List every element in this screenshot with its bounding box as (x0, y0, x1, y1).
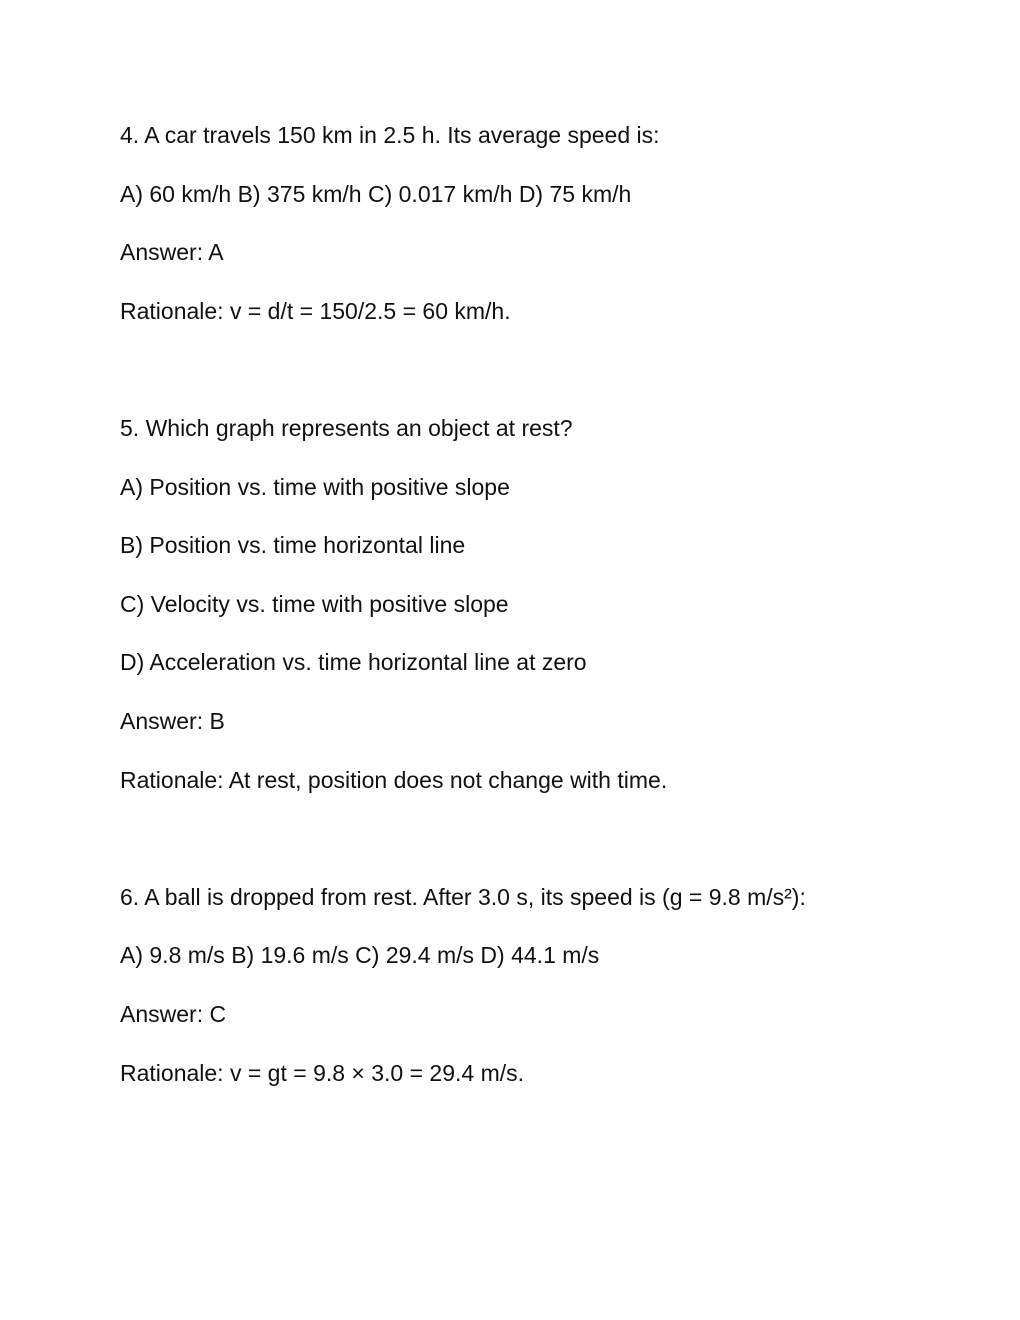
question-4 (120, 121, 980, 325)
answer-option-b: B) Position vs. time horizontal line (120, 532, 466, 559)
question-5 (120, 414, 980, 794)
question-prompt: 4. A car travels 150 km in 2.5 h. Its average speed is: (120, 122, 660, 148)
question-spacer (120, 355, 980, 414)
question-6 (120, 883, 980, 1087)
rationale: Rationale: v = d/t = 150/2.5 = 60 km/h. (120, 297, 511, 324)
answer-option-c: C) Velocity vs. time with positive slope (120, 590, 509, 617)
question-spacer (120, 824, 980, 883)
answer-options: A) 9.8 m/s B) 19.6 m/s C) 29.4 m/s D) 44.1 m/s (120, 942, 600, 969)
answer-options: A) 60 km/h B) 375 km/h C) 0.017 km/h D) 75 km/h (120, 180, 632, 207)
question-prompt: 6. A ball is dropped from rest. After 3.0 s, its speed is (g = 9.8 m/s²): (120, 883, 806, 910)
rationale: Rationale: At rest, position does not change with time. (120, 766, 668, 793)
document-page (120, 121, 980, 1117)
answer-option-d: D) Acceleration vs. time horizontal line at zero (120, 649, 587, 676)
answer-key: Answer: C (120, 1000, 227, 1027)
question-prompt: 5. Which graph represents an object at rest? (120, 414, 573, 441)
answer-key: Answer: A (120, 239, 224, 266)
answer-option-a: A) Position vs. time with positive slope (120, 473, 510, 500)
rationale: Rationale: v = gt = 9.8 × 3.0 = 29.4 m/s. (120, 1059, 525, 1086)
answer-key: Answer: B (120, 707, 225, 734)
